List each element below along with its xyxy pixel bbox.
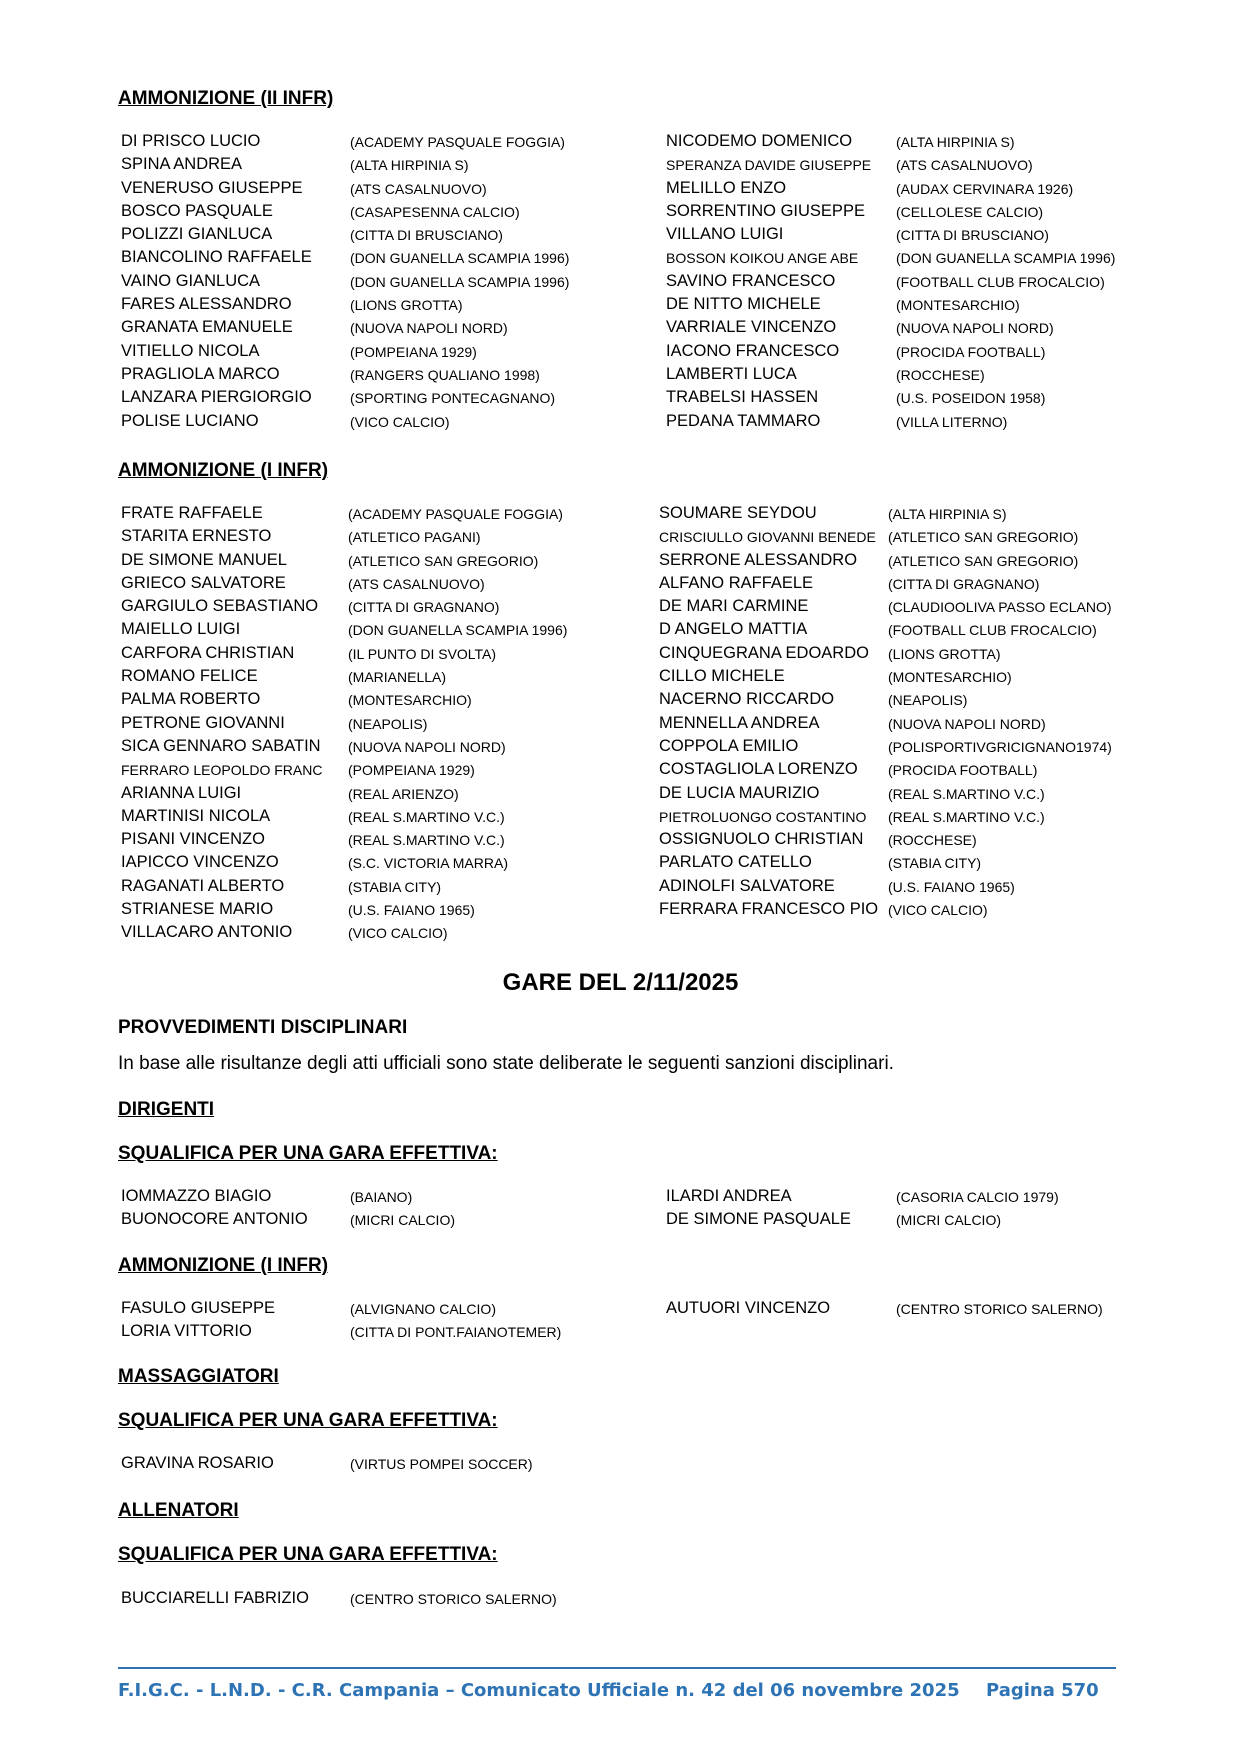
club-name: (LIONS GROTTA) [888, 645, 1001, 662]
player-name: LORIA VITTORIO [121, 1322, 252, 1341]
club-name: (CITTA DI PONT.FAIANOTEMER) [350, 1324, 562, 1341]
club-name: (FOOTBALL CLUB FROCALCIO) [896, 273, 1105, 290]
player-name: CILLO MICHELE [659, 667, 785, 686]
club-name: (REAL S.MARTINO V.C.) [348, 832, 505, 849]
player-name: CRISCIULLO GIOVANNI BENEDE [659, 529, 876, 546]
club-name: (RANGERS QUALIANO 1998) [350, 366, 540, 383]
table-row [118, 1187, 1123, 1210]
player-name: BOSCO PASQUALE [121, 201, 273, 220]
player-name: BOSSON KOIKOU ANGE ABE [666, 250, 859, 267]
club-name: (MICRI CALCIO) [896, 1212, 1001, 1229]
player-name: DI PRISCO LUCIO [121, 132, 261, 150]
gare-title: GARE DEL 2/11/2025 [502, 969, 739, 996]
player-name: FERRARA FRANCESCO PIO [659, 900, 879, 919]
provvedimenti-text: In base alle risultanze degli atti ufficiali sono state deliberate le seguenti sanzioni disciplinari. [118, 1053, 894, 1074]
allenatori-table [118, 1589, 1123, 1612]
table-row [118, 830, 1123, 853]
club-name: (REAL S.MARTINO V.C.) [888, 785, 1045, 802]
player-name: IOMMAZZO BIAGIO [121, 1187, 272, 1205]
table-row [118, 202, 1123, 225]
club-name: (U.S. FAIANO 1965) [888, 878, 1015, 895]
section-title-allenatori: ALLENATORI [118, 1500, 239, 1521]
table-row [118, 365, 1123, 388]
player-name: AUTUORI VINCENZO [666, 1299, 831, 1317]
table-row [118, 1589, 1123, 1612]
table-row [118, 644, 1123, 667]
player-name: GRANATA EMANUELE [121, 318, 293, 337]
club-name: (DON GUANELLA SCAMPIA 1996) [348, 622, 568, 639]
club-name: (U.S. POSEIDON 1958) [896, 390, 1046, 407]
table-row [118, 1299, 1123, 1322]
player-name: PALMA ROBERTO [121, 690, 261, 709]
table-row [118, 225, 1123, 248]
table-row [118, 504, 1123, 527]
table-row [118, 923, 1123, 946]
table-row [118, 760, 1123, 783]
club-name: (CLAUDIOOLIVA PASSO ECLANO) [888, 599, 1112, 616]
player-name: STARITA ERNESTO [121, 527, 272, 546]
club-name: (MONTESARCHIO) [348, 692, 472, 709]
player-name: NICODEMO DOMENICO [666, 132, 853, 150]
table-row [118, 318, 1123, 341]
club-name: (CITTA DI GRAGNANO) [348, 599, 500, 616]
club-name: (NUOVA NAPOLI NORD) [888, 715, 1046, 732]
club-name: (NUOVA NAPOLI NORD) [348, 738, 506, 755]
dirigenti-squalifica-title: SQUALIFICA PER UNA GARA EFFETTIVA: [118, 1143, 498, 1164]
club-name: (ACADEMY PASQUALE FOGGIA) [348, 506, 563, 522]
table-row [118, 690, 1123, 713]
player-name: BUCCIARELLI FABRIZIO [121, 1589, 309, 1607]
table-row [118, 179, 1123, 202]
player-name: BUONOCORE ANTONIO [121, 1210, 308, 1229]
player-name: PIETROLUONGO COSTANTINO [659, 808, 867, 825]
club-name: (DON GUANELLA SCAMPIA 1996) [896, 250, 1116, 267]
club-name: (NUOVA NAPOLI NORD) [896, 320, 1054, 337]
club-name: (NEAPOLIS) [348, 715, 428, 732]
table-row [118, 527, 1123, 550]
club-name: (VIRTUS POMPEI SOCCER) [350, 1456, 533, 1472]
player-name: CARFORA CHRISTIAN [121, 643, 295, 662]
table-row [118, 714, 1123, 737]
club-name: (ALTA HIRPINIA S) [888, 506, 1007, 522]
club-name: (CITTA DI BRUSCIANO) [896, 227, 1049, 244]
player-name: DE SIMONE PASQUALE [666, 1210, 851, 1229]
player-name: MELILLO ENZO [666, 178, 787, 197]
club-name: (ATLETICO SAN GREGORIO) [348, 552, 539, 569]
club-name: (NUOVA NAPOLI NORD) [350, 320, 508, 337]
table-row [118, 1322, 1123, 1345]
player-name: VILLANO LUIGI [666, 225, 784, 244]
footer-page-number: Pagina 570 [986, 1680, 1099, 1701]
player-name: VILLACARO ANTONIO [121, 923, 293, 942]
club-name: (LIONS GROTTA) [350, 297, 463, 314]
ammonizione-i-table [118, 504, 1123, 947]
club-name: (MONTESARCHIO) [896, 297, 1020, 314]
club-name: (CASORIA CALCIO 1979) [896, 1189, 1059, 1205]
club-name: (STABIA CITY) [348, 878, 442, 895]
table-row [118, 877, 1123, 900]
table-row [118, 155, 1123, 178]
player-name: FASULO GIUSEPPE [121, 1299, 276, 1317]
club-name: (POMPEIANA 1929) [350, 343, 477, 360]
player-name: LAMBERTI LUCA [666, 364, 797, 383]
table-row [118, 807, 1123, 830]
player-name: VAINO GIANLUCA [121, 271, 261, 290]
club-name: (CENTRO STORICO SALERNO) [896, 1301, 1103, 1317]
player-name: SAVINO FRANCESCO [666, 271, 836, 290]
table-row [118, 900, 1123, 923]
player-name: ROMANO FELICE [121, 667, 258, 686]
club-name: (ATS CASALNUOVO) [350, 180, 487, 197]
player-name: VENERUSO GIUSEPPE [121, 178, 303, 197]
player-name: LANZARA PIERGIORGIO [121, 388, 312, 407]
section-title-ammonizione-i: AMMONIZIONE (I INFR) [118, 460, 329, 481]
club-name: (ATLETICO SAN GREGORIO) [888, 552, 1079, 569]
club-name: (VICO CALCIO) [350, 413, 450, 430]
club-name: (STABIA CITY) [888, 855, 982, 872]
player-name: NACERNO RICCARDO [659, 690, 835, 709]
player-name: VARRIALE VINCENZO [666, 318, 837, 337]
player-name: GRAVINA ROSARIO [121, 1454, 274, 1472]
player-name: IACONO FRANCESCO [666, 341, 840, 360]
player-name: PEDANA TAMMARO [666, 411, 821, 430]
massaggiatori-squalifica-title: SQUALIFICA PER UNA GARA EFFETTIVA: [118, 1410, 498, 1431]
table-row [118, 620, 1123, 643]
club-name: (CELLOLESE CALCIO) [896, 203, 1044, 220]
table-row [118, 597, 1123, 620]
table-row [118, 737, 1123, 760]
club-name: (POMPEIANA 1929) [348, 762, 475, 779]
player-name: SERRONE ALESSANDRO [659, 550, 858, 569]
player-name: ADINOLFI SALVATORE [659, 876, 835, 895]
club-name: (DON GUANELLA SCAMPIA 1996) [350, 250, 570, 267]
club-name: (CITTA DI BRUSCIANO) [350, 227, 503, 244]
club-name: (CITTA DI GRAGNANO) [888, 575, 1040, 592]
club-name: (ATLETICO SAN GREGORIO) [888, 529, 1079, 546]
player-name: SOUMARE SEYDOU [659, 504, 817, 522]
club-name: (ALVIGNANO CALCIO) [350, 1301, 496, 1317]
player-name: DE SIMONE MANUEL [121, 550, 287, 569]
player-name: IAPICCO VINCENZO [121, 853, 279, 872]
player-name: MARTINISI NICOLA [121, 806, 271, 825]
club-name: (REAL ARIENZO) [348, 785, 459, 802]
club-name: (IL PUNTO DI SVOLTA) [348, 645, 497, 662]
player-name: GRIECO SALVATORE [121, 573, 286, 592]
club-name: (S.C. VICTORIA MARRA) [348, 855, 508, 872]
dirigenti-ammonizione-table [118, 1299, 1123, 1346]
player-name: SORRENTINO GIUSEPPE [666, 201, 865, 220]
player-name: RAGANATI ALBERTO [121, 876, 285, 895]
player-name: STRIANESE MARIO [121, 900, 274, 919]
table-row [118, 342, 1123, 365]
ammonizione-ii-table [118, 132, 1123, 435]
club-name: (REAL S.MARTINO V.C.) [348, 808, 505, 825]
club-name: (REAL S.MARTINO V.C.) [888, 808, 1045, 825]
player-name: CINQUEGRANA EDOARDO [659, 643, 869, 662]
table-row [118, 272, 1123, 295]
club-name: (NEAPOLIS) [888, 692, 968, 709]
club-name: (ATS CASALNUOVO) [896, 157, 1033, 174]
footer-divider [118, 1667, 1116, 1669]
club-name: (CASAPESENNA CALCIO) [350, 203, 520, 220]
club-name: (PROCIDA FOOTBALL) [896, 343, 1046, 360]
club-name: (BAIANO) [350, 1189, 413, 1205]
player-name: PETRONE GIOVANNI [121, 713, 285, 732]
table-row [118, 1210, 1123, 1233]
club-name: (ATS CASALNUOVO) [348, 575, 485, 592]
player-name: COSTAGLIOLA LORENZO [659, 760, 858, 779]
table-row [118, 388, 1123, 411]
player-name: ARIANNA LUIGI [121, 783, 242, 802]
player-name: D ANGELO MATTIA [659, 620, 808, 639]
allenatori-squalifica-title: SQUALIFICA PER UNA GARA EFFETTIVA: [118, 1544, 498, 1565]
club-name: (MARIANELLA) [348, 669, 447, 686]
player-name: MENNELLA ANDREA [659, 713, 820, 732]
player-name: OSSIGNUOLO CHRISTIAN [659, 830, 864, 849]
player-name: ILARDI ANDREA [666, 1187, 792, 1205]
section-title-ammonizione-ii: AMMONIZIONE (II INFR) [118, 88, 334, 109]
player-name: FARES ALESSANDRO [121, 295, 292, 314]
club-name: (MONTESARCHIO) [888, 669, 1012, 686]
dirigenti-ammonizione-title: AMMONIZIONE (I INFR) [118, 1255, 329, 1276]
club-name: (ROCCHESE) [896, 366, 985, 383]
table-row [118, 412, 1123, 435]
player-name: VITIELLO NICOLA [121, 341, 260, 360]
player-name: ALFANO RAFFAELE [659, 573, 814, 592]
player-name: MAIELLO LUIGI [121, 620, 241, 639]
club-name: (FOOTBALL CLUB FROCALCIO) [888, 622, 1097, 639]
player-name: SPINA ANDREA [121, 155, 243, 174]
dirigenti-squalifica-table [118, 1187, 1123, 1234]
player-name: GARGIULO SEBASTIANO [121, 597, 319, 616]
club-name: (VICO CALCIO) [888, 902, 988, 919]
club-name: (SPORTING PONTECAGNANO) [350, 390, 556, 407]
player-name: FERRARO LEOPOLDO FRANC [121, 762, 323, 779]
table-row [118, 853, 1123, 876]
section-title-massaggiatori: MASSAGGIATORI [118, 1366, 279, 1387]
player-name: BIANCOLINO RAFFAELE [121, 248, 312, 267]
club-name: (ALTA HIRPINIA S) [350, 157, 469, 174]
club-name: (MICRI CALCIO) [350, 1212, 455, 1229]
club-name: (ACADEMY PASQUALE FOGGIA) [350, 134, 565, 150]
player-name: DE MARI CARMINE [659, 597, 809, 616]
club-name: (AUDAX CERVINARA 1926) [896, 180, 1074, 197]
club-name: (U.S. FAIANO 1965) [348, 902, 475, 919]
club-name: (VILLA LITERNO) [896, 413, 1008, 430]
table-row [118, 784, 1123, 807]
player-name: SPERANZA DAVIDE GIUSEPPE [666, 157, 872, 174]
player-name: POLISE LUCIANO [121, 411, 259, 430]
club-name: (ROCCHESE) [888, 832, 977, 849]
player-name: PARLATO CATELLO [659, 853, 812, 872]
club-name: (VICO CALCIO) [348, 925, 448, 942]
footer-publication: F.I.G.C. - L.N.D. - C.R. Campania – Comunicato Ufficiale n. 42 del 06 novembre 2025 [118, 1680, 960, 1701]
club-name: (POLISPORTIVGRICIGNANO1974) [888, 738, 1112, 755]
player-name: FRATE RAFFAELE [121, 504, 263, 522]
provvedimenti-title: PROVVEDIMENTI DISCIPLINARI [118, 1017, 408, 1038]
player-name: SICA GENNARO SABATIN [121, 736, 321, 755]
massaggiatori-table [118, 1454, 1123, 1477]
club-name: (CENTRO STORICO SALERNO) [350, 1591, 557, 1607]
player-name: DE LUCIA MAURIZIO [659, 783, 820, 802]
club-name: (ALTA HIRPINIA S) [896, 134, 1015, 150]
table-row [118, 248, 1123, 271]
club-name: (PROCIDA FOOTBALL) [888, 762, 1038, 779]
table-row [118, 295, 1123, 318]
player-name: DE NITTO MICHELE [666, 295, 821, 314]
table-row [118, 132, 1123, 155]
club-name: (DON GUANELLA SCAMPIA 1996) [350, 273, 570, 290]
table-row [118, 667, 1123, 690]
section-title-dirigenti: DIRIGENTI [118, 1099, 215, 1120]
table-row [118, 1454, 1123, 1477]
player-name: TRABELSI HASSEN [666, 388, 819, 407]
table-row [118, 551, 1123, 574]
player-name: POLIZZI GIANLUCA [121, 225, 273, 244]
player-name: PISANI VINCENZO [121, 830, 265, 849]
player-name: COPPOLA EMILIO [659, 736, 799, 755]
player-name: PRAGLIOLA MARCO [121, 364, 280, 383]
club-name: (ATLETICO PAGANI) [348, 529, 481, 546]
table-row [118, 574, 1123, 597]
